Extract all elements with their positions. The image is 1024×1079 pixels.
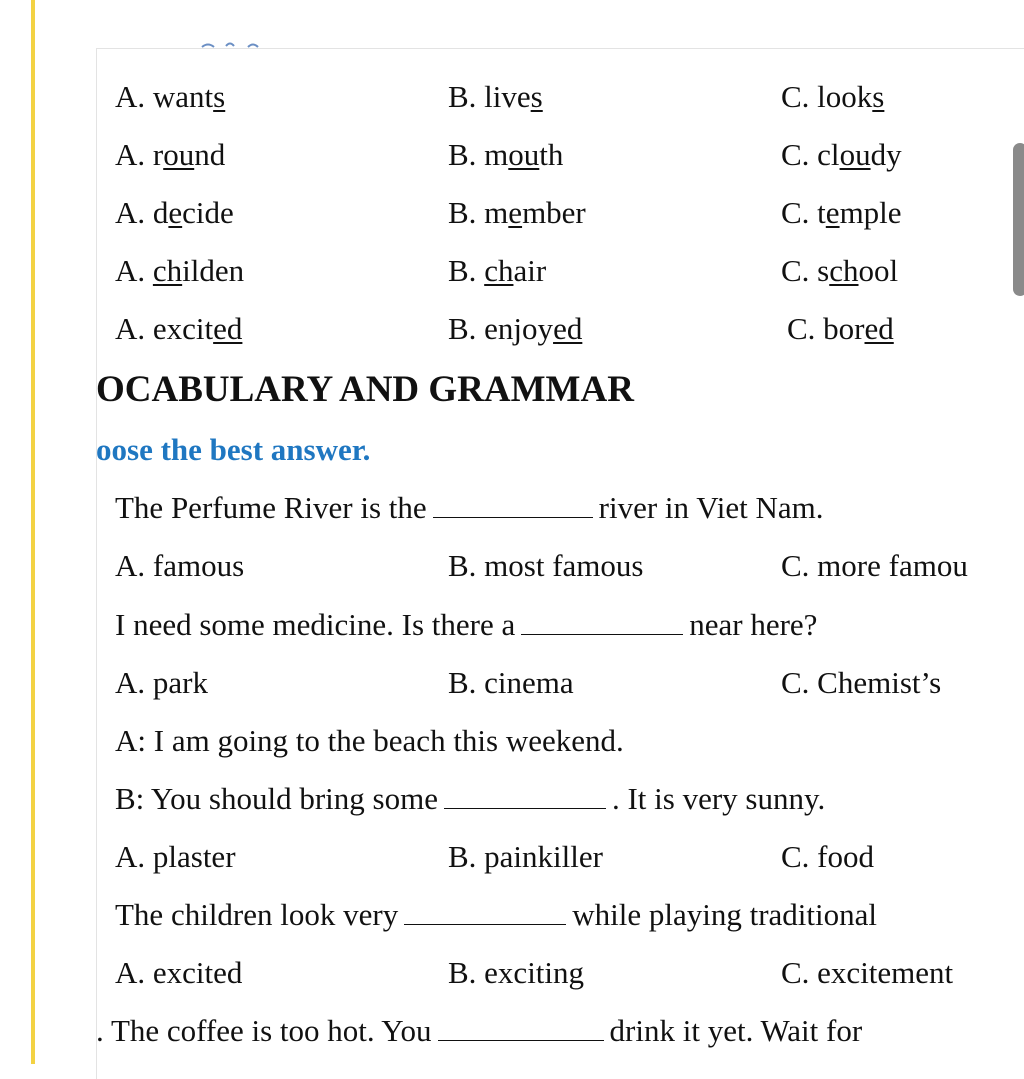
- answer-blank: [404, 896, 566, 925]
- question-1-option-b: B. most famous: [448, 548, 644, 583]
- option-4a: A. childen: [115, 253, 245, 288]
- option-1c: C. looks: [781, 79, 885, 114]
- question-3-option-a: A. plaster: [115, 839, 236, 874]
- option-3a: A. decide: [115, 195, 234, 230]
- answer-blank: [521, 606, 683, 635]
- question-3-option-c: C. food: [781, 839, 874, 874]
- answer-blank: [444, 780, 606, 809]
- question-1: The Perfume River is the river in Viet Nam.: [115, 490, 824, 525]
- option-1b: B. lives: [448, 79, 543, 114]
- option-5a: A. excited: [115, 311, 243, 346]
- question-3-dialogue-a: A: I am going to the beach this weekend.: [115, 723, 624, 758]
- option-5c: C. bored: [787, 311, 894, 346]
- scrollbar-thumb[interactable]: [1013, 143, 1024, 296]
- question-2-option-a: A. park: [115, 665, 208, 700]
- option-4c: C. school: [781, 253, 899, 288]
- question-4-option-c: C. excitement: [781, 955, 954, 990]
- question-1-option-c: C. more famou: [781, 548, 968, 583]
- option-5b: B. enjoyed: [448, 311, 583, 346]
- option-1a: A. wants: [115, 79, 226, 114]
- instruction-text: oose the best answer.: [96, 432, 371, 467]
- left-margin-rule: [31, 0, 35, 1064]
- option-2b: B. mouth: [448, 137, 564, 172]
- option-3c: C. temple: [781, 195, 902, 230]
- question-3-option-b: B. painkiller: [448, 839, 603, 874]
- section-heading: OCABULARY AND GRAMMAR: [96, 369, 634, 410]
- answer-blank: [438, 1012, 604, 1041]
- question-2-option-b: B. cinema: [448, 665, 574, 700]
- question-4: The children look very while playing traditional: [115, 897, 877, 932]
- option-2c: C. cloudy: [781, 137, 902, 172]
- question-2: I need some medicine. Is there a near here?: [115, 607, 818, 642]
- question-4-option-b: B. exciting: [448, 955, 585, 990]
- question-3: B: You should bring some . It is very sunny.: [115, 781, 826, 816]
- question-5: . The coffee is too hot. You drink it yet. Wait for: [96, 1013, 863, 1048]
- question-1-option-a: A. famous: [115, 548, 245, 583]
- option-3b: B. member: [448, 195, 586, 230]
- answer-blank: [433, 489, 593, 518]
- option-2a: A. round: [115, 137, 226, 172]
- question-2-option-c: C. Chemist’s: [781, 665, 942, 700]
- question-4-option-a: A. excited: [115, 955, 243, 990]
- option-4b: B. chair: [448, 253, 547, 288]
- cropped-text-fragment: [200, 38, 270, 50]
